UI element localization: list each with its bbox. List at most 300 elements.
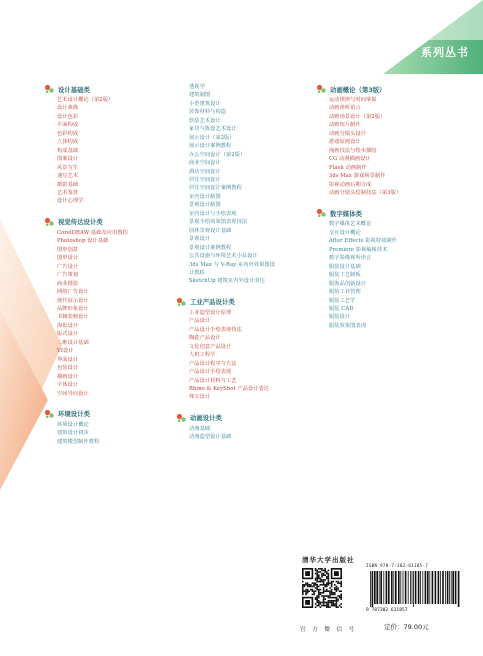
qr-module	[339, 605, 341, 607]
list-item: 服装设计基础	[329, 263, 361, 270]
qr-module	[334, 597, 336, 599]
qr-module	[313, 590, 315, 592]
qr-module	[329, 587, 331, 589]
list-item: 文化创意产品设计	[189, 343, 232, 350]
qr-module	[337, 595, 339, 597]
list-item: 透视学	[189, 84, 205, 90]
list-item: 展示设计案例教程	[189, 143, 232, 150]
qr-module	[336, 581, 338, 583]
qr-module	[324, 598, 326, 600]
list-item: 图案设计	[57, 156, 79, 163]
list-item: 设计素描	[57, 105, 79, 112]
qr-module	[318, 602, 320, 604]
category-block	[44, 408, 162, 446]
qr-module	[323, 589, 325, 591]
barcode-bar	[422, 571, 423, 604]
qr-module	[324, 571, 326, 573]
category-header	[316, 83, 476, 95]
qr-module	[302, 587, 304, 589]
qr-module	[312, 586, 314, 588]
qr-module	[336, 598, 338, 600]
qr-module	[318, 600, 320, 602]
qr-module	[323, 590, 325, 592]
barcode-bar	[398, 571, 400, 604]
list-item: 酒店空间设计	[189, 168, 221, 175]
qr-module	[318, 574, 320, 576]
qr-module	[326, 584, 328, 586]
qr-module	[312, 582, 314, 584]
list-item: 装饰材料与构造	[189, 109, 227, 116]
qr-module	[326, 589, 328, 591]
barcode-bar	[413, 571, 414, 607]
qr-module	[331, 589, 333, 591]
qr-module	[304, 590, 306, 592]
qr-module	[329, 606, 331, 608]
qr-module	[320, 606, 322, 608]
list-item: 图形创意	[57, 246, 79, 253]
list-item: 色彩构成	[57, 130, 79, 137]
list-item: 景观设计案例教程	[189, 244, 232, 251]
qr-module	[307, 590, 309, 592]
qr-module	[332, 597, 334, 599]
qr-module	[340, 598, 342, 600]
qr-module	[302, 594, 304, 596]
qr-module	[328, 584, 330, 586]
qr-module	[340, 606, 342, 608]
qr-module	[326, 576, 328, 578]
list-item: 艺术设计概论（第2版）	[57, 97, 114, 103]
qr-module	[321, 573, 323, 575]
qr-module	[329, 595, 331, 597]
qr-module	[340, 584, 342, 586]
qr-module	[328, 602, 330, 604]
qr-module	[323, 573, 325, 575]
list-item: 景观设计	[189, 236, 211, 243]
list-item: 书籍装帧设计	[57, 314, 89, 321]
qr-module	[315, 584, 317, 586]
qr-module	[302, 584, 304, 586]
list-item: 展示设计（第2版）	[189, 134, 235, 141]
qr-module	[340, 597, 342, 599]
qr-module	[316, 573, 318, 575]
qr-module	[313, 584, 315, 586]
qr-module	[334, 594, 336, 596]
qr-module	[331, 582, 333, 584]
qr-module	[328, 603, 330, 605]
category-items	[316, 220, 476, 330]
qr-module	[316, 576, 318, 578]
qr-module	[323, 570, 325, 572]
qr-module	[328, 573, 330, 575]
qr-module	[313, 586, 315, 588]
qr-module	[320, 592, 322, 594]
category-title: 动画设计类	[190, 414, 222, 423]
qr-module	[321, 568, 323, 570]
qr-module	[332, 594, 334, 596]
qr-module	[329, 602, 331, 604]
list-item: 游戏原画设计	[329, 139, 361, 146]
category-header	[176, 412, 316, 424]
list-item: 服装工业管理	[329, 289, 361, 296]
qr-module	[316, 589, 318, 591]
barcode-bar	[455, 571, 457, 604]
qr-module	[315, 597, 317, 599]
list-item: 景观设计制图	[189, 202, 221, 209]
qr-module	[326, 595, 328, 597]
list-item: 包装设计	[57, 365, 79, 372]
qr-module	[315, 603, 317, 605]
qr-module	[320, 603, 322, 605]
qr-module	[316, 600, 318, 602]
qr-module	[323, 602, 325, 604]
category-block	[44, 83, 162, 206]
barcode-bar	[445, 571, 446, 604]
list-item: 小型建筑设计	[189, 100, 221, 107]
barcode-bar	[395, 571, 397, 604]
qr-module	[331, 594, 333, 596]
qr-module	[339, 590, 341, 592]
qr-module	[320, 594, 322, 596]
barcode-bar	[386, 571, 388, 604]
list-item: 产品设计	[189, 318, 211, 325]
qr-module	[331, 603, 333, 605]
category-title: 动画概论（第3版）	[330, 85, 386, 94]
list-item: 空间导向设计	[57, 390, 89, 397]
list-item: 动画视听语言	[329, 105, 361, 112]
list-item: 摄影基础	[57, 181, 79, 188]
qr-module	[318, 592, 320, 594]
qr-module	[305, 582, 307, 584]
list-item: 立体构成	[57, 139, 79, 146]
qr-module	[332, 581, 334, 583]
barcode-bar	[379, 571, 380, 604]
qr-module	[328, 579, 330, 581]
qr-module	[302, 589, 304, 591]
list-item: 室内设计制图	[189, 193, 221, 200]
qr-module	[310, 589, 312, 591]
qr-module	[334, 603, 336, 605]
qr-module	[323, 574, 325, 576]
qr-module	[339, 595, 341, 597]
qr-module	[316, 586, 318, 588]
qr-finder	[305, 571, 310, 576]
qr-module	[320, 568, 322, 570]
list-item: 动漫造型设计基础	[189, 434, 232, 441]
qr-module	[331, 581, 333, 583]
qr-module	[323, 600, 325, 602]
qr-module	[324, 605, 326, 607]
qr-module	[318, 568, 320, 570]
qr-module	[326, 582, 328, 584]
qr-module	[323, 592, 325, 594]
qr-module	[313, 592, 315, 594]
barcode-bar	[370, 571, 371, 607]
qr-module	[336, 602, 338, 604]
barcode	[362, 569, 464, 613]
barcode-bar	[410, 571, 411, 604]
qr-module	[328, 600, 330, 602]
list-item: 产品设计手绘表现	[189, 369, 232, 376]
qr-module	[328, 606, 330, 608]
qr-module	[328, 578, 330, 580]
qr-code	[302, 568, 342, 608]
qr-module	[331, 584, 333, 586]
list-item: 商业摄影	[57, 280, 79, 287]
qr-module	[337, 600, 339, 602]
list-item: 服饰品创新设计	[329, 280, 367, 287]
qr-module	[337, 581, 339, 583]
list-item: 陶瓷产品设计	[189, 335, 221, 342]
qr-module	[336, 587, 338, 589]
qr-module	[320, 581, 322, 583]
qr-module	[315, 570, 317, 572]
list-item: 人机工程学	[189, 352, 216, 359]
barcode-bar	[393, 571, 394, 604]
qr-module	[316, 602, 318, 604]
list-item: 构成基础	[57, 147, 79, 154]
category-title: 视觉传达设计类	[58, 218, 103, 227]
list-item: 景观手绘效果图表现技法	[189, 219, 248, 226]
qr-module	[336, 590, 338, 592]
qr-module	[318, 586, 320, 588]
list-item: 二维设计基础	[57, 339, 89, 346]
list-item: 动画分镜头绘制技法（第3版）	[329, 189, 402, 196]
category-items	[44, 229, 162, 398]
list-item: 公共设施与环境艺术小品设计	[189, 253, 258, 260]
qr-module	[321, 584, 323, 586]
qr-module	[334, 587, 336, 589]
qr-module	[305, 594, 307, 596]
qr-module	[312, 589, 314, 591]
list-item: 园林景观设计基础	[189, 227, 232, 234]
category-bullet-icon	[44, 217, 55, 227]
list-item: 影视动画后期合成	[329, 181, 372, 188]
category-header	[44, 83, 162, 95]
list-item: SketchUp 建筑室内外设计表达	[189, 278, 265, 285]
qr-module	[331, 586, 333, 588]
list-item: 海报设计	[57, 322, 79, 329]
list-item: 建筑模型制作教程	[57, 438, 100, 445]
list-item: 广告策划	[57, 272, 79, 279]
qr-module	[328, 605, 330, 607]
qr-module	[326, 590, 328, 592]
qr-module	[316, 605, 318, 607]
barcode-bar	[449, 571, 450, 604]
qr-module	[310, 586, 312, 588]
list-item: 平面构成	[57, 122, 79, 129]
isbn-text: ISBN 978-7-302-61185-7	[366, 563, 429, 568]
qr-module	[323, 597, 325, 599]
list-item: 设计心理学	[57, 198, 84, 205]
qr-module	[324, 602, 326, 604]
list-item: 运动规律与时间掌握	[329, 97, 377, 103]
qr-module	[331, 605, 333, 607]
qr-module	[323, 603, 325, 605]
qr-module	[328, 597, 330, 599]
list-item: 工业造型设计原理	[189, 309, 232, 316]
qr-module	[321, 605, 323, 607]
qr-module	[323, 584, 325, 586]
list-item: CG 动漫插画设计	[329, 156, 371, 163]
category-bullet-icon	[44, 409, 55, 419]
qr-module	[316, 579, 318, 581]
qr-module	[340, 581, 342, 583]
qr-module	[316, 571, 318, 573]
qr-module	[328, 570, 330, 572]
qr-module	[323, 595, 325, 597]
qr-module	[336, 600, 338, 602]
list-item: 图形设计	[57, 255, 79, 262]
list-item: 软装艺术设计	[189, 117, 221, 124]
qr-module	[324, 586, 326, 588]
qr-module	[331, 600, 333, 602]
category-bullet-icon	[176, 413, 187, 423]
qr-module	[302, 581, 304, 583]
qr-module	[315, 598, 317, 600]
qr-module	[307, 582, 309, 584]
qr-module	[316, 597, 318, 599]
qr-module	[320, 579, 322, 581]
list-item: 漫画技法与绘本插绘	[329, 147, 377, 154]
qr-finder	[334, 571, 339, 576]
qr-module	[336, 586, 338, 588]
qr-module	[315, 573, 317, 575]
barcode-bar	[388, 571, 390, 604]
category-bullet-icon	[316, 84, 327, 94]
qr-module	[313, 582, 315, 584]
qr-module	[316, 570, 318, 572]
list-item: 风景写生	[57, 164, 79, 171]
qr-finder	[305, 600, 310, 605]
qr-module	[340, 590, 342, 592]
qr-module	[323, 582, 325, 584]
qr-module	[312, 594, 314, 596]
qr-module	[318, 605, 320, 607]
column-2	[176, 83, 316, 452]
qr-module	[332, 592, 334, 594]
list-item: 数字影像视听语言	[329, 255, 372, 262]
barcode-bar	[374, 571, 376, 604]
qr-module	[326, 606, 328, 608]
barcode-bar	[380, 571, 382, 604]
list-item: Photoshop 设计基础	[57, 238, 109, 245]
qr-module	[336, 605, 338, 607]
barcode-bar	[391, 571, 393, 604]
qr-module	[320, 589, 322, 591]
qr-module	[326, 571, 328, 573]
qr-module	[318, 594, 320, 596]
list-item: 交互设计概论	[329, 229, 361, 236]
qr-module	[329, 582, 331, 584]
qr-module	[321, 592, 323, 594]
qr-module	[339, 582, 341, 584]
category-block	[176, 296, 316, 402]
list-item: 建筑制图	[189, 92, 211, 99]
qr-module	[321, 579, 323, 581]
category-block	[176, 412, 316, 442]
qr-module	[324, 595, 326, 597]
category-title: 设计基础类	[58, 85, 90, 94]
qr-module	[324, 579, 326, 581]
price: 定价：79.00元	[384, 623, 429, 631]
qr-module	[340, 586, 342, 588]
qr-module	[316, 587, 318, 589]
barcode-bar	[383, 571, 384, 604]
qr-module	[331, 602, 333, 604]
list-item: 珠宝设计	[189, 394, 211, 401]
barcode-digits: 9 787302 611857	[366, 608, 408, 613]
qr-module	[337, 606, 339, 608]
barcode-bar	[438, 571, 440, 604]
qr-module	[328, 574, 330, 576]
qr-module	[307, 586, 309, 588]
qr-module	[324, 584, 326, 586]
qr-module	[321, 570, 323, 572]
qr-module	[318, 603, 320, 605]
qr-module	[332, 605, 334, 607]
qr-module	[316, 578, 318, 580]
category-title: 环境设计类	[58, 410, 90, 419]
qr-module	[316, 584, 318, 586]
qr-module	[328, 581, 330, 583]
qr-module	[315, 582, 317, 584]
barcode-bar	[405, 571, 407, 604]
list-item: 环境设计概论	[57, 421, 89, 428]
qr-module	[305, 589, 307, 591]
qr-module	[324, 590, 326, 592]
list-item: 版式设计	[57, 331, 79, 338]
column-3	[316, 83, 476, 340]
list-item: 动漫基础	[189, 425, 211, 432]
barcode-bar	[408, 571, 409, 604]
barcode-bar	[425, 571, 427, 604]
qr-module	[315, 579, 317, 581]
list-item: Rhino & KeyShot 产品设计表达	[189, 385, 270, 392]
category-items	[176, 83, 316, 286]
category-items	[316, 96, 476, 197]
qr-module	[340, 582, 342, 584]
list-item: 办公空间设计（第2版）	[189, 151, 246, 158]
list-item: 3ds Max 与 V-Ray 室内外效果图设	[189, 261, 276, 268]
qr-module	[331, 590, 333, 592]
qr-module	[308, 586, 310, 588]
qr-module	[308, 590, 310, 592]
qr-module	[305, 592, 307, 594]
qr-module	[326, 586, 328, 588]
qr-module	[307, 592, 309, 594]
qr-module	[315, 568, 317, 570]
qr-module	[326, 605, 328, 607]
list-item: Flash 动画制作	[329, 164, 367, 171]
barcode-bar	[447, 571, 449, 604]
barcode-bar	[452, 571, 454, 604]
category-block	[316, 207, 476, 330]
category-bullet-icon	[176, 297, 187, 307]
qr-module	[336, 606, 338, 608]
qr-module	[318, 597, 320, 599]
qr-module	[316, 598, 318, 600]
list-item: 设计色彩	[57, 113, 79, 120]
qr-module	[324, 570, 326, 572]
qr-module	[334, 605, 336, 607]
list-item: 建筑设计初步	[57, 430, 89, 437]
qr-module	[310, 584, 312, 586]
barcode-bar	[435, 571, 437, 604]
qr-module	[304, 586, 306, 588]
qr-module	[318, 571, 320, 573]
list-item: 网络广告设计	[57, 289, 89, 296]
list-item: 3ds Max 游戏场景制作	[329, 173, 386, 180]
